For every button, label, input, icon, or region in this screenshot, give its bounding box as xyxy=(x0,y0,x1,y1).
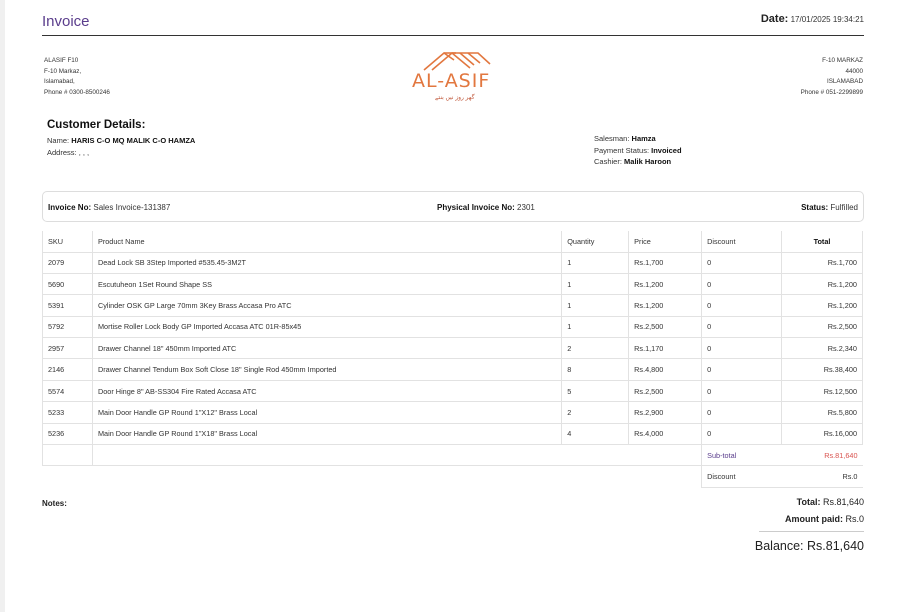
table-row xyxy=(43,402,863,423)
cell-discount: 0 xyxy=(702,359,782,380)
table-header-row xyxy=(43,231,863,252)
logo-tagline: گھر روز نیں بنتے xyxy=(435,95,475,101)
customer-address-value: , , , xyxy=(78,148,90,157)
physical-invoice-number xyxy=(437,203,535,212)
subtotal-row xyxy=(43,445,863,466)
payment-status xyxy=(594,145,682,157)
column-header-total: Total xyxy=(782,231,863,252)
cell-sku: 5690 xyxy=(43,273,93,294)
invoice-status xyxy=(801,203,858,212)
cell-price: Rs.4,000 xyxy=(629,423,702,444)
cell-sku: 2146 xyxy=(43,359,93,380)
cell-quantity: 2 xyxy=(562,338,629,359)
cell-price: Rs.1,700 xyxy=(629,252,702,273)
cell-quantity: 5 xyxy=(562,380,629,401)
table-row xyxy=(43,423,863,444)
cell-price: Rs.1,170 xyxy=(629,338,702,359)
cell-product: Drawer Channel Tendum Box Soft Close 18" Single Rod 450mm Imported xyxy=(92,359,561,380)
cell-product: Main Door Handle GP Round 1"X18" Brass Local xyxy=(92,423,561,444)
logo-name: AL-ASIF xyxy=(412,70,491,92)
column-header-product: Product Name xyxy=(92,231,561,252)
cell-discount: 0 xyxy=(702,402,782,423)
column-header-quantity: Quantity xyxy=(562,231,629,252)
cashier-label: Cashier: xyxy=(594,157,622,166)
cell-total: Rs.2,500 xyxy=(782,316,863,337)
cell-price: Rs.1,200 xyxy=(629,273,702,294)
cell-sku: 5236 xyxy=(43,423,93,444)
customer-name-label: Name: xyxy=(47,136,70,145)
cell-product: Escutuheon 1Set Round Shape SS xyxy=(92,273,561,294)
cell-product: Dead Lock SB 3Step Imported #535.45-3M2T xyxy=(92,252,561,273)
salesman xyxy=(594,133,682,145)
cell-quantity: 1 xyxy=(562,273,629,294)
total-label: Total: xyxy=(796,497,821,507)
cell-sku: 2957 xyxy=(43,338,93,359)
table-row xyxy=(43,316,863,337)
column-header-discount: Discount xyxy=(702,231,782,252)
cell-total: Rs.12,500 xyxy=(782,380,863,401)
cell-discount: 0 xyxy=(702,273,782,294)
cell-discount: 0 xyxy=(702,252,782,273)
invoice-number-label: Invoice No: xyxy=(48,203,92,212)
payment-status-label: Payment Status: xyxy=(594,145,650,155)
customer-address xyxy=(47,148,89,157)
cell-product: Mortise Roller Lock Body GP Imported Accasa ATC 01R-85x45 xyxy=(92,316,561,337)
cell-sku: 5233 xyxy=(43,402,93,423)
salesman-value: Hamza xyxy=(631,134,656,143)
amount-paid-line xyxy=(785,514,864,524)
cell-total: Rs.1,200 xyxy=(782,273,863,294)
table-row xyxy=(43,338,863,359)
balance-label: Balance: xyxy=(754,539,804,553)
cashier xyxy=(594,156,682,168)
cell-total: Rs.1,700 xyxy=(782,252,863,273)
discount-value: Rs.0 xyxy=(782,466,863,487)
table-row xyxy=(43,380,863,401)
cell-discount: 0 xyxy=(702,380,782,401)
salesman-label: Salesman: xyxy=(594,134,630,143)
cell-discount: 0 xyxy=(702,338,782,359)
customer-name xyxy=(47,136,195,145)
discount-label: Discount xyxy=(702,466,782,487)
company-address-left xyxy=(44,56,110,98)
notes-label: Notes: xyxy=(42,499,67,508)
invoice-info-box xyxy=(42,191,864,222)
subtotal-value: Rs.81,640 xyxy=(782,445,863,466)
cell-quantity: 1 xyxy=(562,295,629,316)
cell-total: Rs.2,340 xyxy=(782,338,863,359)
cell-product: Drawer Channel 18" 450mm Imported ATC xyxy=(92,338,561,359)
cashier-value: Malik Haroon xyxy=(624,157,672,166)
physical-invoice-value: 2301 xyxy=(517,203,535,212)
invoice-number xyxy=(48,203,170,212)
table-row xyxy=(43,273,863,294)
cell-sku: 5574 xyxy=(43,380,93,401)
invoice-date xyxy=(761,13,864,25)
company-line: ISLAMABAD xyxy=(826,78,863,86)
discount-row xyxy=(43,466,863,487)
cell-discount: 0 xyxy=(702,316,782,337)
table-row xyxy=(43,359,863,380)
cell-total: Rs.5,800 xyxy=(782,402,863,423)
company-line: Islamabad, xyxy=(44,78,75,86)
items-table xyxy=(42,231,863,488)
company-line: ALASIF F10 xyxy=(44,57,79,64)
roof-icon xyxy=(422,50,492,72)
customer-address-label: Address: xyxy=(47,148,77,157)
date-label: Date: xyxy=(760,13,789,25)
staff-details xyxy=(594,133,682,168)
table-row xyxy=(43,295,863,316)
cell-product: Main Door Handle GP Round 1"X12" Brass Local xyxy=(92,402,561,423)
cell-total: Rs.16,000 xyxy=(782,423,863,444)
cell-quantity: 8 xyxy=(562,359,629,380)
balance-line xyxy=(755,539,864,553)
column-header-sku: SKU xyxy=(43,231,93,252)
page-title: Invoice xyxy=(42,13,90,30)
balance-divider xyxy=(759,531,864,532)
cell-discount: 0 xyxy=(702,295,782,316)
total-value: Rs.81,640 xyxy=(822,497,864,507)
invoice-status-value: Fulfilled xyxy=(830,203,858,212)
cell-quantity: 2 xyxy=(562,402,629,423)
invoice-status-label: Status: xyxy=(801,203,829,212)
invoice-page xyxy=(5,0,900,612)
cell-sku: 5792 xyxy=(43,316,93,337)
cell-sku: 5391 xyxy=(43,295,93,316)
column-header-price: Price xyxy=(629,231,702,252)
cell-price: Rs.2,500 xyxy=(629,380,702,401)
cell-quantity: 4 xyxy=(562,423,629,444)
company-line: F-10 MARKAZ xyxy=(822,57,863,64)
company-line: Phone # 0300-8500246 xyxy=(44,88,110,96)
payment-status-value: Invoiced xyxy=(651,145,682,155)
al-asif-logo xyxy=(410,50,505,105)
cell-price: Rs.2,500 xyxy=(629,316,702,337)
cell-total: Rs.1,200 xyxy=(782,295,863,316)
customer-heading: Customer Details: xyxy=(47,119,146,131)
header-divider xyxy=(42,35,864,36)
cell-quantity: 1 xyxy=(562,316,629,337)
company-line: Phone # 051-2299899 xyxy=(800,88,863,96)
cell-price: Rs.1,200 xyxy=(629,295,702,316)
cell-discount: 0 xyxy=(702,423,782,444)
cell-quantity: 1 xyxy=(562,252,629,273)
amount-paid-label: Amount paid: xyxy=(784,514,843,524)
physical-invoice-label: Physical Invoice No: xyxy=(437,203,515,212)
date-value: 17/01/2025 19:34:21 xyxy=(790,15,864,24)
table-row xyxy=(43,252,863,273)
company-line: 44000 xyxy=(845,67,863,75)
company-line: F-10 Markaz, xyxy=(44,67,82,75)
total-line xyxy=(797,497,864,507)
cell-product: Door Hinge 8" AB-SS304 Fire Rated Accasa ATC xyxy=(92,380,561,401)
customer-name-value: HARIS C-O MQ MALIK C-O HAMZA xyxy=(71,136,196,145)
cell-sku: 2079 xyxy=(43,252,93,273)
amount-paid-value: Rs.0 xyxy=(845,514,864,524)
cell-product: Cylinder OSK GP Large 70mm 3Key Brass Accasa Pro ATC xyxy=(92,295,561,316)
cell-price: Rs.2,900 xyxy=(629,402,702,423)
cell-price: Rs.4,800 xyxy=(629,359,702,380)
invoice-number-value: Sales Invoice-131387 xyxy=(93,203,171,212)
subtotal-label: Sub-total xyxy=(702,445,782,466)
company-address-right xyxy=(801,56,863,98)
balance-value: Rs.81,640 xyxy=(807,539,864,553)
cell-total: Rs.38,400 xyxy=(782,359,863,380)
